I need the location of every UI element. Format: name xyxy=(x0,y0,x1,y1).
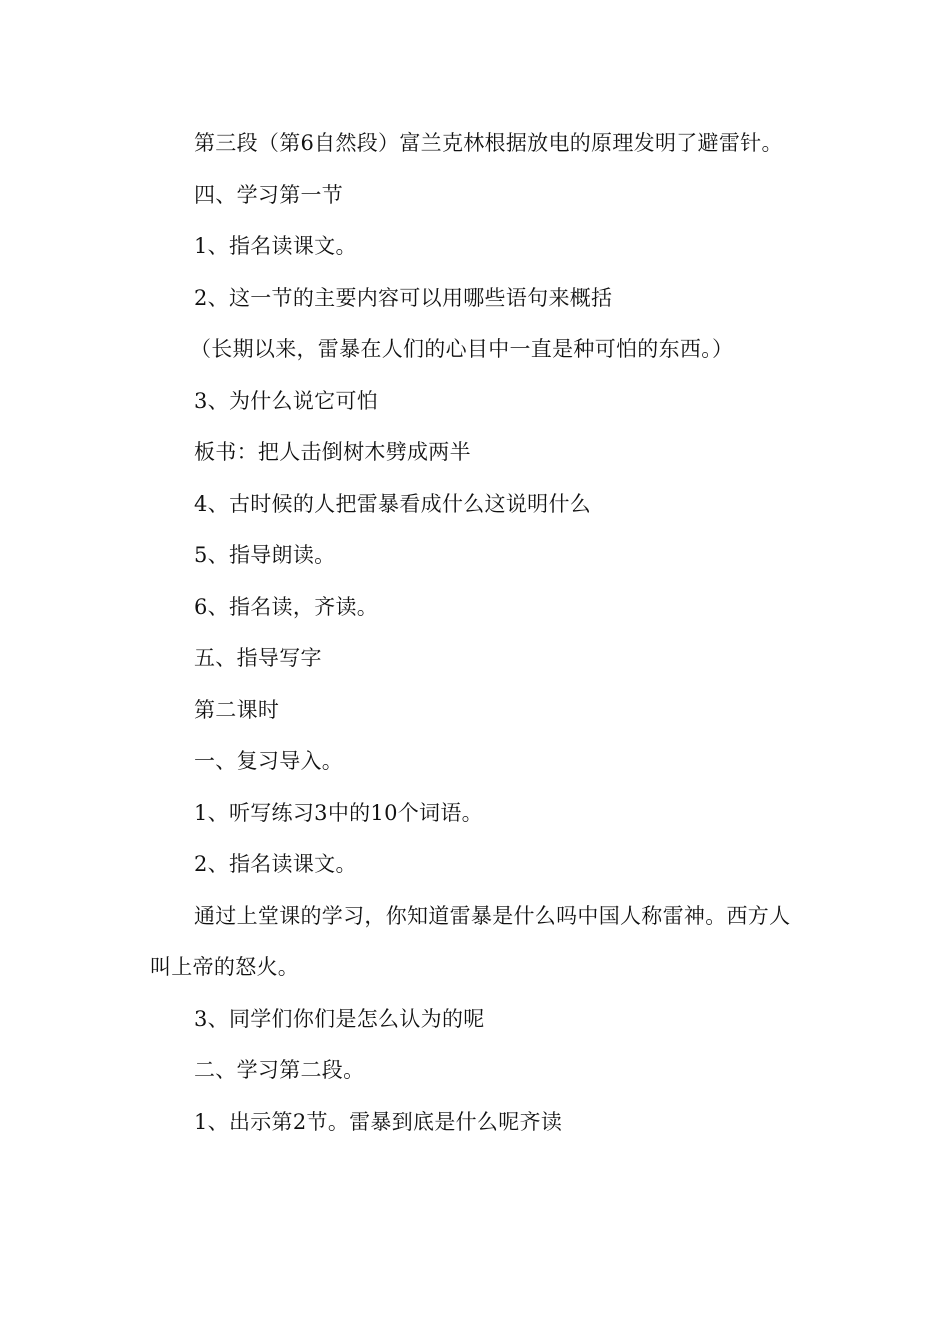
list-item: 1、出示第2节。雷暴到底是什么呢齐读 xyxy=(194,1109,563,1134)
list-item: 5、指导朗读。 xyxy=(194,543,336,567)
document-body xyxy=(150,118,800,1148)
heading-study-section-two: 二、学习第二段。 xyxy=(194,1058,365,1082)
list-item: 6、指名读，齐读。 xyxy=(194,594,379,619)
heading-study-section-one: 四、学习第一节 xyxy=(194,182,344,207)
blackboard-note: 板书：把人击倒树木劈成两半 xyxy=(194,440,471,464)
heading-second-lesson: 第二课时 xyxy=(194,697,280,722)
list-item: 1、指名读课文。 xyxy=(194,234,357,258)
list-item: 3、同学们你们是怎么认为的呢 xyxy=(194,1006,485,1031)
heading-review-intro: 一、复习导入。 xyxy=(194,749,344,773)
list-item: 1、听写练习3中的10个词语。 xyxy=(194,800,483,825)
list-item: 4、古时候的人把雷暴看成什么这说明什么 xyxy=(194,491,592,516)
heading-writing-guidance: 五、指导写字 xyxy=(194,646,322,670)
paragraph-review-question: 通过上堂课的学习，你知道雷暴是什么吗中国人称雷神。西方人叫上帝的怒火。 xyxy=(150,903,791,979)
paragraph-section-three: 第三段（第6自然段）富兰克林根据放电的原理发明了避雷针。 xyxy=(194,131,783,155)
list-item: 3、为什么说它可怕 xyxy=(194,388,379,413)
list-item: 2、这一节的主要内容可以用哪些语句来概括 xyxy=(194,285,613,310)
quote-paragraph: （长期以来，雷暴在人们的心目中一直是种可怕的东西。） xyxy=(190,337,734,361)
list-item: 2、指名读课文。 xyxy=(194,852,357,876)
